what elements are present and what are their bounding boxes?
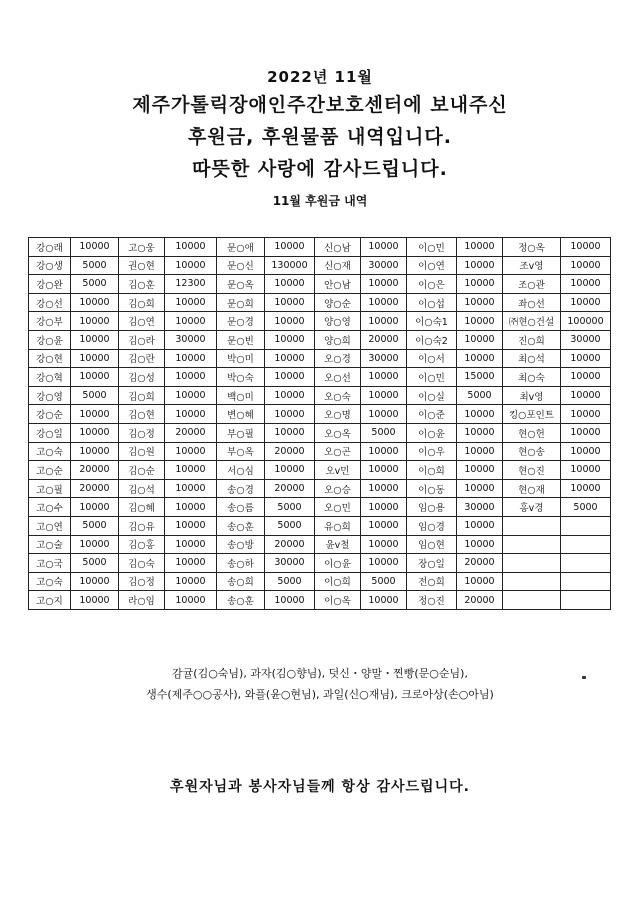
donor-name-cell: 양○희 xyxy=(315,330,361,349)
donation-amount-cell: 5000 xyxy=(71,554,119,573)
donation-amount-cell: 10000 xyxy=(561,461,611,480)
donation-amount-cell: 30000 xyxy=(165,330,217,349)
donor-name-cell: 정○진 xyxy=(407,591,457,610)
donor-name-cell: 서○심 xyxy=(217,461,265,480)
donation-amount-cell: 20000 xyxy=(457,591,503,610)
donor-name-cell: 송○하 xyxy=(217,554,265,573)
donation-amount-cell: 100000 xyxy=(561,312,611,331)
donor-name-cell: 송○희 xyxy=(217,572,265,591)
donor-name-cell: 김○순 xyxy=(119,461,165,480)
donation-amount-cell: 10000 xyxy=(361,293,407,312)
donor-name-cell: 부○필 xyxy=(217,423,265,442)
donation-amount-cell: 10000 xyxy=(361,405,407,424)
donor-name-cell: 고○순 xyxy=(29,461,71,480)
table-row xyxy=(29,349,611,368)
table-row xyxy=(29,312,611,331)
donation-amount-cell: 10000 xyxy=(265,386,315,405)
title-line-1: 제주가톨릭장애인주간보호센터에 보내주신 xyxy=(132,94,508,116)
donation-amount-cell: 10000 xyxy=(71,293,119,312)
donor-name-cell: 고○국 xyxy=(29,554,71,573)
donor-name-cell: 이○연 xyxy=(407,256,457,275)
donation-amount-cell: 5000 xyxy=(361,572,407,591)
donor-name-cell: 김○라 xyxy=(119,330,165,349)
donor-name-cell: 김○석 xyxy=(119,479,165,498)
donor-name-cell: 강○윤 xyxy=(29,330,71,349)
donor-name-cell: 강○현 xyxy=(29,349,71,368)
donation-amount-cell: 10000 xyxy=(165,405,217,424)
donation-amount-cell: 10000 xyxy=(457,423,503,442)
donor-name-cell: 현○재 xyxy=(503,479,561,498)
donor-name-cell: 문○애 xyxy=(217,238,265,257)
table-row xyxy=(29,330,611,349)
donor-name-cell: 강○생 xyxy=(29,256,71,275)
donor-name-cell: 김○성 xyxy=(119,368,165,387)
donor-name-cell: 최○석 xyxy=(503,349,561,368)
donor-name-cell: 김○원 xyxy=(119,442,165,461)
donation-amount-cell: 10000 xyxy=(561,479,611,498)
donation-amount-cell: 10000 xyxy=(265,293,315,312)
donor-name-cell: 강○순 xyxy=(29,405,71,424)
donor-name-cell: 이○숙2 xyxy=(407,330,457,349)
donation-amount-cell: 10000 xyxy=(561,442,611,461)
donation-amount-cell: 30000 xyxy=(561,330,611,349)
donation-amount-cell: 10000 xyxy=(561,405,611,424)
donation-amount-cell: 10000 xyxy=(71,368,119,387)
table-row xyxy=(29,572,611,591)
donation-amount-cell: 10000 xyxy=(165,535,217,554)
donor-name-cell: 이○우 xyxy=(407,442,457,461)
donor-name-cell: 현○헌 xyxy=(503,423,561,442)
donation-amount-cell: 10000 xyxy=(457,330,503,349)
donor-name-cell: 김○유 xyxy=(119,516,165,535)
donor-name-cell: 장○일 xyxy=(407,554,457,573)
donor-name-cell: 이○준 xyxy=(407,405,457,424)
donor-name-cell: 최○숙 xyxy=(503,368,561,387)
donor-name-cell: 신○남 xyxy=(315,238,361,257)
donor-name-cell: 현○송 xyxy=(503,442,561,461)
donor-name-cell: 고○숙 xyxy=(29,442,71,461)
donation-amount-cell: 10000 xyxy=(457,293,503,312)
donation-amount-cell: 10000 xyxy=(165,312,217,331)
donor-name-cell: 킹○포인트 xyxy=(503,405,561,424)
donor-name-cell: 임○경 xyxy=(407,516,457,535)
table-row xyxy=(29,442,611,461)
donation-amount-cell: 20000 xyxy=(361,330,407,349)
donation-amount-cell: 10000 xyxy=(561,349,611,368)
donation-amount-cell: 5000 xyxy=(265,572,315,591)
donor-name-cell: 조v영 xyxy=(503,256,561,275)
donation-amount-cell: 10000 xyxy=(265,312,315,331)
donation-amount-cell: 10000 xyxy=(71,423,119,442)
donor-name-cell: 김○홍 xyxy=(119,535,165,554)
donation-amount-cell: 10000 xyxy=(361,591,407,610)
donation-amount-cell: 10000 xyxy=(561,293,611,312)
donation-amount-cell: 20000 xyxy=(265,442,315,461)
donation-amount-cell: 15000 xyxy=(457,368,503,387)
donor-name-cell: 고○지 xyxy=(29,591,71,610)
donation-amount-cell: 10000 xyxy=(165,479,217,498)
donation-amount-cell: 10000 xyxy=(165,498,217,517)
donation-amount-cell: 10000 xyxy=(165,293,217,312)
donor-name-cell: 고○숙 xyxy=(29,572,71,591)
donation-amount-cell: 5000 xyxy=(71,275,119,294)
donor-name-cell: 강○완 xyxy=(29,275,71,294)
donation-amount-cell: 10000 xyxy=(561,256,611,275)
donor-name-cell: 강○래 xyxy=(29,238,71,257)
donation-amount-cell: 10000 xyxy=(165,442,217,461)
donation-amount-cell xyxy=(561,554,611,573)
donation-amount-cell: 10000 xyxy=(457,405,503,424)
donation-amount-cell: 10000 xyxy=(361,498,407,517)
donation-amount-cell: 20000 xyxy=(165,423,217,442)
donor-name-cell: 윤v철 xyxy=(315,535,361,554)
donor-name-cell: 강○부 xyxy=(29,312,71,331)
closing-message: 후원자님과 봉사자님들께 항상 감사드립니다. xyxy=(170,779,470,795)
donor-name-cell: 김○정 xyxy=(119,572,165,591)
donor-name-cell: 오○민 xyxy=(315,498,361,517)
donor-name-cell: 강○혁 xyxy=(29,368,71,387)
donation-amount-cell: 10000 xyxy=(561,423,611,442)
donation-amount-cell: 30000 xyxy=(361,349,407,368)
table-row xyxy=(29,238,611,257)
table-row xyxy=(29,293,611,312)
donation-amount-cell: 10000 xyxy=(165,461,217,480)
donor-name-cell: 송○훈 xyxy=(217,516,265,535)
donor-name-cell: 신○재 xyxy=(315,256,361,275)
donation-table xyxy=(28,237,611,610)
donation-amount-cell: 5000 xyxy=(361,423,407,442)
donation-amount-cell: 10000 xyxy=(361,479,407,498)
donation-amount-cell: 10000 xyxy=(457,312,503,331)
donation-amount-cell: 10000 xyxy=(165,386,217,405)
donation-amount-cell: 10000 xyxy=(265,238,315,257)
donation-amount-cell: 5000 xyxy=(457,386,503,405)
donation-table-body xyxy=(29,238,611,610)
title-line-3: 따뜻한 사랑에 감사드립니다. xyxy=(192,158,448,180)
donor-name-cell: 강○영 xyxy=(29,386,71,405)
donor-name-cell: 변○혜 xyxy=(217,405,265,424)
table-row xyxy=(29,275,611,294)
donation-amount-cell: 5000 xyxy=(561,498,611,517)
donor-name-cell: 정○옥 xyxy=(503,238,561,257)
donation-amount-cell: 10000 xyxy=(457,572,503,591)
donor-name-cell: 오○경 xyxy=(315,349,361,368)
donation-amount-cell: 10000 xyxy=(165,591,217,610)
donation-amount-cell: 10000 xyxy=(71,312,119,331)
donor-name-cell: 김○현 xyxy=(119,405,165,424)
donation-amount-cell: 10000 xyxy=(71,442,119,461)
donor-name-cell: 이○옥 xyxy=(315,591,361,610)
donation-amount-cell: 10000 xyxy=(265,423,315,442)
donation-amount-cell: 10000 xyxy=(165,516,217,535)
donor-name-cell: 김○희 xyxy=(119,386,165,405)
donor-name-cell: 오○선 xyxy=(315,368,361,387)
donation-amount-cell: 10000 xyxy=(265,591,315,610)
donor-name-cell: 유○희 xyxy=(315,516,361,535)
donor-name-cell: 이○섭 xyxy=(407,293,457,312)
donation-amount-cell: 10000 xyxy=(457,461,503,480)
donor-name-cell: 안○남 xyxy=(315,275,361,294)
table-row xyxy=(29,516,611,535)
donation-amount-cell: 10000 xyxy=(561,368,611,387)
donor-name-cell: 이○희 xyxy=(315,572,361,591)
donation-amount-cell: 12300 xyxy=(165,275,217,294)
donation-amount-cell: 10000 xyxy=(457,238,503,257)
donor-name-cell: 이○실 xyxy=(407,386,457,405)
donor-name-cell: 송○훈 xyxy=(217,591,265,610)
donor-name-cell: 이○민 xyxy=(407,238,457,257)
donation-amount-cell: 20000 xyxy=(457,554,503,573)
donation-amount-cell: 10000 xyxy=(71,572,119,591)
donor-name-cell: 문○희 xyxy=(217,293,265,312)
donor-name-cell: 김○란 xyxy=(119,349,165,368)
donor-name-cell xyxy=(503,516,561,535)
donor-name-cell: 이○윤 xyxy=(315,554,361,573)
donor-name-cell: 백○미 xyxy=(217,386,265,405)
donor-name-cell: 이○희 xyxy=(407,461,457,480)
donor-name-cell: 오○옥 xyxy=(315,423,361,442)
donation-amount-cell: 10000 xyxy=(361,275,407,294)
donor-name-cell: 이○은 xyxy=(407,275,457,294)
donation-amount-cell: 10000 xyxy=(71,349,119,368)
donation-amount-cell: 20000 xyxy=(71,461,119,480)
donor-name-cell: 송○방 xyxy=(217,535,265,554)
donation-amount-cell: 10000 xyxy=(71,330,119,349)
donation-amount-cell: 10000 xyxy=(457,275,503,294)
donor-name-cell: 강○선 xyxy=(29,293,71,312)
donor-name-cell: 오○곤 xyxy=(315,442,361,461)
table-row xyxy=(29,479,611,498)
donation-amount-cell: 10000 xyxy=(457,516,503,535)
donor-name-cell: 임○현 xyxy=(407,535,457,554)
table-row xyxy=(29,423,611,442)
table-row xyxy=(29,405,611,424)
donor-name-cell: 고○필 xyxy=(29,479,71,498)
donor-name-cell: 강○일 xyxy=(29,423,71,442)
table-row xyxy=(29,368,611,387)
ink-mark xyxy=(582,676,586,679)
table-row xyxy=(29,386,611,405)
donation-amount-cell: 10000 xyxy=(265,405,315,424)
donor-name-cell: 현○진 xyxy=(503,461,561,480)
donor-name-cell: 최v영 xyxy=(503,386,561,405)
donation-amount-cell: 130000 xyxy=(265,256,315,275)
donation-amount-cell: 10000 xyxy=(361,535,407,554)
donor-name-cell: 오v민 xyxy=(315,461,361,480)
donor-name-cell: 김○숙 xyxy=(119,554,165,573)
donor-name-cell: 문○경 xyxy=(217,312,265,331)
donation-amount-cell: 10000 xyxy=(165,256,217,275)
donor-name-cell: 조○관 xyxy=(503,275,561,294)
donor-name-cell: 라○임 xyxy=(119,591,165,610)
donor-name-cell: 진○희 xyxy=(503,330,561,349)
donor-name-cell: 김○희 xyxy=(119,293,165,312)
donation-amount-cell: 10000 xyxy=(361,238,407,257)
donation-amount-cell: 5000 xyxy=(71,386,119,405)
donor-name-cell: 김○혜 xyxy=(119,498,165,517)
goods-donations-line-2: 생수(제주○○공사), 와플(윤○현님), 과일(신○재님), 크로아상(손○아님) xyxy=(146,688,494,701)
donation-amount-cell: 10000 xyxy=(561,238,611,257)
donation-amount-cell: 10000 xyxy=(457,442,503,461)
goods-donations-line-1: 감귤(김○숙님), 과자(김○향님), 덧신・양말・찐빵(문○순님), xyxy=(172,667,468,680)
donor-name-cell: 고○수 xyxy=(29,498,71,517)
donor-name-cell: 홍v경 xyxy=(503,498,561,517)
donor-name-cell: 이○민 xyxy=(407,368,457,387)
table-row xyxy=(29,498,611,517)
donor-name-cell: 김○연 xyxy=(119,312,165,331)
donor-name-cell: 고○연 xyxy=(29,516,71,535)
donation-amount-cell: 10000 xyxy=(361,442,407,461)
donor-name-cell: 오○명 xyxy=(315,405,361,424)
donation-subtitle: 11월 후원금 내역 xyxy=(272,194,368,208)
donation-amount-cell: 10000 xyxy=(265,368,315,387)
donor-name-cell: 이○숙1 xyxy=(407,312,457,331)
donation-amount-cell: 10000 xyxy=(265,349,315,368)
donor-name-cell: 전○희 xyxy=(407,572,457,591)
donor-name-cell: 양○영 xyxy=(315,312,361,331)
donor-name-cell: 이○서 xyxy=(407,349,457,368)
donation-amount-cell: 10000 xyxy=(457,479,503,498)
donation-amount-cell: 20000 xyxy=(265,535,315,554)
donation-amount-cell: 10000 xyxy=(165,554,217,573)
donation-amount-cell xyxy=(561,591,611,610)
donation-amount-cell: 10000 xyxy=(361,516,407,535)
donation-amount-cell: 10000 xyxy=(457,256,503,275)
donation-amount-cell: 10000 xyxy=(265,461,315,480)
donation-amount-cell: 10000 xyxy=(165,349,217,368)
donation-amount-cell: 5000 xyxy=(265,498,315,517)
donation-amount-cell: 5000 xyxy=(265,516,315,535)
donor-name-cell: 고○술 xyxy=(29,535,71,554)
donation-amount-cell: 10000 xyxy=(71,405,119,424)
donation-amount-cell: 10000 xyxy=(71,498,119,517)
donor-name-cell xyxy=(503,591,561,610)
donor-name-cell: 박○숙 xyxy=(217,368,265,387)
donation-amount-cell: 10000 xyxy=(361,461,407,480)
donation-amount-cell: 10000 xyxy=(361,386,407,405)
donation-amount-cell: 30000 xyxy=(361,256,407,275)
donation-amount-cell: 10000 xyxy=(361,554,407,573)
table-row xyxy=(29,591,611,610)
donation-amount-cell xyxy=(561,572,611,591)
donor-name-cell: 송○경 xyxy=(217,479,265,498)
donation-amount-cell xyxy=(561,516,611,535)
donor-name-cell xyxy=(503,554,561,573)
donation-amount-cell: 10000 xyxy=(361,368,407,387)
donor-name-cell: 양○순 xyxy=(315,293,361,312)
donor-name-cell xyxy=(503,535,561,554)
donor-name-cell: 임○용 xyxy=(407,498,457,517)
donation-amount-cell: 10000 xyxy=(71,535,119,554)
table-row xyxy=(29,256,611,275)
donor-name-cell: 박○미 xyxy=(217,349,265,368)
table-row xyxy=(29,554,611,573)
donation-amount-cell: 10000 xyxy=(561,275,611,294)
donation-amount-cell: 5000 xyxy=(71,256,119,275)
donation-amount-cell: 10000 xyxy=(165,238,217,257)
donation-amount-cell: 30000 xyxy=(457,498,503,517)
donation-amount-cell: 20000 xyxy=(71,479,119,498)
donation-amount-cell: 10000 xyxy=(265,275,315,294)
donor-name-cell: 오○숙 xyxy=(315,386,361,405)
donation-amount-cell: 5000 xyxy=(71,516,119,535)
donation-amount-cell: 10000 xyxy=(71,591,119,610)
donor-name-cell: 이○윤 xyxy=(407,423,457,442)
donor-name-cell xyxy=(503,572,561,591)
donation-amount-cell: 10000 xyxy=(265,330,315,349)
title-line-2: 후원금, 후원물품 내역입니다. xyxy=(188,126,452,148)
donor-name-cell: 부○옥 xyxy=(217,442,265,461)
donation-amount-cell: 10000 xyxy=(361,312,407,331)
donor-name-cell: 김○정 xyxy=(119,423,165,442)
donation-amount-cell: 30000 xyxy=(265,554,315,573)
report-date: 2022년 11월 xyxy=(267,68,373,86)
donor-name-cell: 권○현 xyxy=(119,256,165,275)
donation-amount-cell: 10000 xyxy=(165,368,217,387)
donation-amount-cell: 10000 xyxy=(561,386,611,405)
donor-name-cell: 김○훈 xyxy=(119,275,165,294)
donor-name-cell: 오○승 xyxy=(315,479,361,498)
donor-name-cell: 좌○선 xyxy=(503,293,561,312)
donation-amount-cell: 10000 xyxy=(165,572,217,591)
donation-amount-cell: 10000 xyxy=(457,535,503,554)
donation-amount-cell: 10000 xyxy=(71,238,119,257)
donor-name-cell: 이○동 xyxy=(407,479,457,498)
table-row xyxy=(29,535,611,554)
donor-name-cell: ㈜현○건설 xyxy=(503,312,561,331)
donor-name-cell: 문○빈 xyxy=(217,330,265,349)
donor-name-cell: 문○신 xyxy=(217,256,265,275)
donation-amount-cell xyxy=(561,535,611,554)
table-row xyxy=(29,461,611,480)
donor-name-cell: 문○옥 xyxy=(217,275,265,294)
donation-amount-cell: 10000 xyxy=(457,349,503,368)
donation-amount-cell: 20000 xyxy=(265,479,315,498)
donor-name-cell: 송○름 xyxy=(217,498,265,517)
donor-name-cell: 고○웅 xyxy=(119,238,165,257)
